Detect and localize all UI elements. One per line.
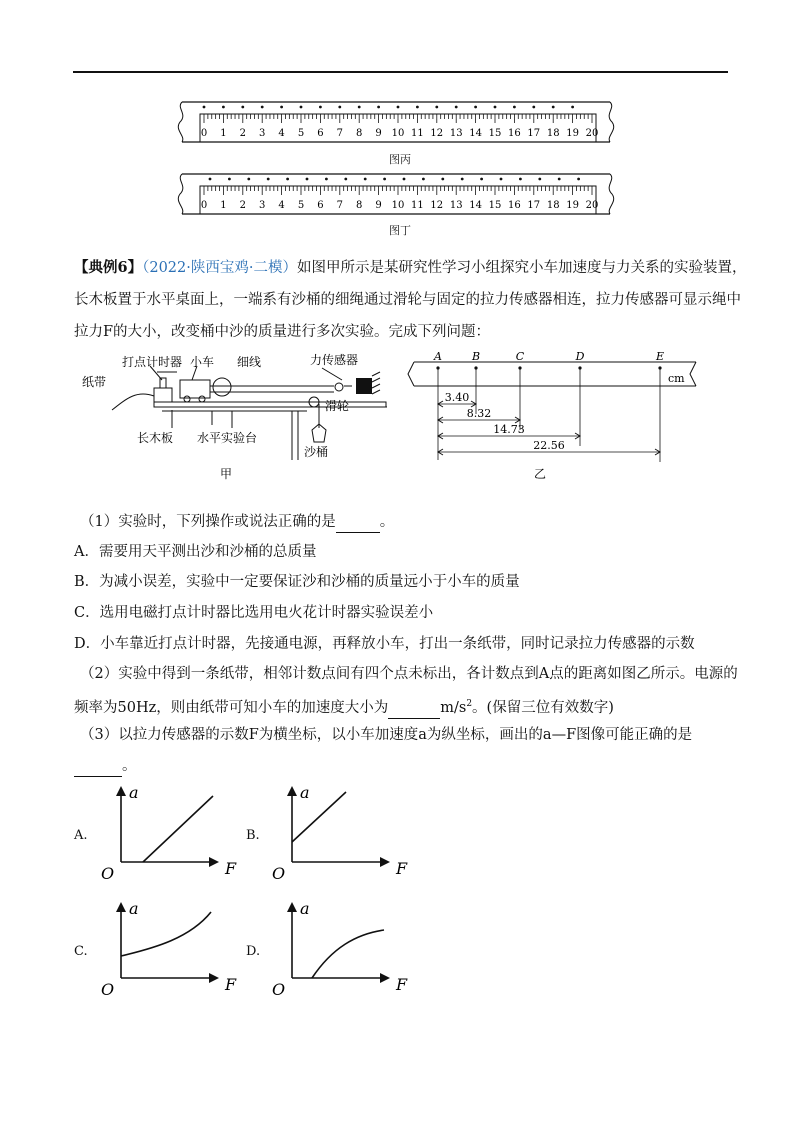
- ruler-top-number: 19: [566, 128, 579, 139]
- ruler-bottom-number: 6: [317, 200, 324, 211]
- ruler-top-dot: [241, 106, 244, 109]
- ruler-bottom-dot: [558, 178, 561, 181]
- ruler-top-dot: [416, 106, 419, 109]
- graph-d-curve: [312, 930, 384, 978]
- ruler-top-dot: [455, 106, 458, 109]
- ruler-bottom-dot: [480, 178, 483, 181]
- q1-stem-line: [80, 512, 394, 533]
- ruler-top: [170, 92, 630, 152]
- ruler-bottom-number: 17: [527, 200, 541, 211]
- ruler-bottom-dot: [209, 178, 212, 181]
- ruler-top-number: 5: [297, 128, 305, 139]
- ruler-top-number: 11: [411, 128, 424, 139]
- ruler-bottom-number: 9: [375, 200, 382, 211]
- axis-x-label: F: [225, 975, 237, 994]
- ruler-top-dot: [435, 106, 438, 109]
- ruler-top-number: 2: [239, 128, 246, 139]
- ruler-top-number: 12: [430, 128, 444, 139]
- q2-unit: m/s: [440, 699, 467, 716]
- tape-point-label: C: [515, 352, 525, 363]
- label-pulley: 滑轮: [325, 399, 350, 413]
- ruler-bottom-number: 14: [469, 200, 482, 211]
- ruler-top-caption: 图丙: [389, 153, 411, 166]
- q1-end: 。: [379, 514, 395, 530]
- graph-a-line: [143, 796, 213, 862]
- ruler-bottom-caption: 图丁: [389, 224, 411, 237]
- label-tape: 纸带: [82, 375, 107, 389]
- axis-y-label: a: [129, 899, 139, 918]
- ruler-bottom-dot: [306, 178, 309, 181]
- q3-answer-blank[interactable]: [74, 756, 122, 777]
- ruler-top-number: 16: [508, 128, 521, 139]
- ruler-top-number: 1: [220, 128, 227, 139]
- ruler-bottom-number: 0: [200, 200, 208, 211]
- ruler-top-number: 0: [200, 128, 208, 139]
- ruler-bottom: [170, 164, 630, 224]
- graph-b[interactable]: [266, 782, 416, 882]
- ruler-bottom-number: 20: [585, 200, 599, 211]
- tape-point-label: B: [471, 352, 481, 363]
- ruler-bottom-dot: [247, 178, 250, 181]
- apparatus-figure: [82, 350, 392, 490]
- q1-answer-blank[interactable]: [336, 512, 380, 533]
- tape-figure: [404, 352, 704, 486]
- ruler-top-number: 7: [336, 128, 343, 139]
- ruler-top-number: 8: [356, 128, 363, 139]
- q3-end: 。: [122, 758, 137, 774]
- ruler-top-dot: [552, 106, 555, 109]
- ruler-bottom-dot: [500, 178, 503, 181]
- ruler-top-dot: [358, 106, 361, 109]
- ruler-top-number: 9: [375, 128, 382, 139]
- axis-y-label: a: [129, 783, 139, 802]
- axis-x-label: F: [396, 975, 408, 994]
- q2-line2: [74, 694, 614, 719]
- ruler-top-number: 18: [546, 128, 560, 139]
- ruler-top-number: 6: [317, 128, 324, 139]
- label-board: 长木板: [137, 431, 174, 445]
- ruler-bottom-dot: [325, 178, 328, 181]
- q1-stem: （1）实验时，下列操作或说法正确的是: [80, 514, 336, 530]
- ruler-bottom-dot: [403, 178, 406, 181]
- q1-option-a: A．需要用天平测出沙和沙桶的总质量: [74, 544, 317, 560]
- origin-label: O: [272, 980, 286, 998]
- ruler-bottom-dot: [364, 178, 367, 181]
- ruler-top-dot: [280, 106, 283, 109]
- example-tag: 【典例6】: [74, 259, 143, 276]
- example-line1: [74, 258, 746, 278]
- ruler-bottom-number: 2: [239, 200, 246, 211]
- origin-label: O: [101, 864, 115, 882]
- ruler-bottom-number: 8: [356, 200, 363, 211]
- ruler-bottom-dot: [441, 178, 444, 181]
- ruler-top-dot: [494, 106, 497, 109]
- q2-text: 频率为50Hz，则由纸带可知小车的加速度大小为: [74, 699, 389, 716]
- tape-distance-label: 3.40: [444, 391, 470, 404]
- ruler-bottom-number: 10: [391, 200, 405, 211]
- ruler-bottom-number: 12: [430, 200, 444, 211]
- graph-d[interactable]: [266, 898, 416, 998]
- ruler-top-number: 10: [391, 128, 405, 139]
- ruler-top-dot: [261, 106, 264, 109]
- tape-distance-label: 22.56: [533, 439, 565, 452]
- ruler-bottom-number: 11: [411, 200, 424, 211]
- ruler-top-dot: [300, 106, 303, 109]
- ruler-bottom-number: 16: [508, 200, 521, 211]
- example-text1: 如图甲所示是某研究性学习小组探究小车加速度与力关系的实验装置，: [296, 260, 747, 276]
- ruler-top-dot: [532, 106, 535, 109]
- ruler-top-number: 4: [278, 128, 285, 139]
- q3-line2: [74, 756, 137, 777]
- label-car: 小车: [190, 355, 215, 369]
- ruler-bottom-number: 18: [546, 200, 560, 211]
- tape-caption: 乙: [534, 467, 547, 481]
- ruler-bottom-dot: [577, 178, 580, 181]
- ruler-top-dot: [319, 106, 322, 109]
- ruler-bottom-dot: [422, 178, 425, 181]
- tape-distance-label: 14.73: [493, 423, 525, 436]
- ruler-top-number: 3: [259, 128, 266, 139]
- q2-answer-blank[interactable]: [388, 698, 440, 719]
- label-table: 水平实验台: [197, 431, 258, 445]
- ruler-top-number: 14: [469, 128, 482, 139]
- ruler-bottom-dot: [228, 178, 231, 181]
- ruler-bottom-number: 7: [336, 200, 343, 211]
- q2-line1: （2）实验中得到一条纸带，相邻计数点间有四个点未标出，各计数点到A点的距离如图乙所示。电源的: [80, 666, 738, 682]
- origin-label: O: [101, 980, 115, 998]
- ruler-bottom-number: 1: [220, 200, 227, 211]
- ruler-bottom-dot: [461, 178, 464, 181]
- tape-distance-label: 8.32: [466, 407, 492, 420]
- ruler-bottom-number: 4: [278, 200, 285, 211]
- ruler-bottom-dot: [538, 178, 541, 181]
- axis-x-label: F: [225, 859, 237, 878]
- graph-label-a: A.: [74, 828, 88, 843]
- q1-option-d: D．小车靠近打点计时器，先接通电源，再释放小车，打出一条纸带，同时记录拉力传感器的示数: [74, 636, 695, 652]
- ruler-bottom-dot: [286, 178, 289, 181]
- ruler-bottom-number: 5: [297, 200, 305, 211]
- ruler-bottom-dot: [519, 178, 522, 181]
- ruler-bottom-number: 19: [566, 200, 579, 211]
- tape-point-label: A: [434, 352, 442, 363]
- ruler-top-number: 15: [488, 128, 502, 139]
- graph-label-c: C.: [74, 944, 88, 959]
- label-bucket: 沙桶: [304, 445, 329, 459]
- example-line2: 长木板置于水平桌面上，一端系有沙桶的细绳通过滑轮与固定的拉力传感器相连，拉力传感器可显示绳中: [74, 292, 741, 308]
- tape-unit: cm: [668, 372, 685, 385]
- axis-x-label: F: [396, 859, 408, 878]
- ruler-top-dot: [571, 106, 574, 109]
- tape-point-label: E: [655, 352, 665, 363]
- graph-label-b: B.: [246, 828, 260, 843]
- ruler-bottom-number: 3: [259, 200, 266, 211]
- apparatus-caption: 甲: [220, 467, 233, 481]
- header-rule: [73, 71, 728, 73]
- ruler-top-dot: [513, 106, 516, 109]
- graph-c-curve: [121, 912, 211, 956]
- ruler-top-number: 20: [585, 128, 599, 139]
- ruler-bottom-dot: [267, 178, 270, 181]
- example-source: （2022·陕西宝鸡·二模）: [142, 260, 297, 276]
- ruler-top-number: 13: [449, 128, 463, 139]
- example-line3: 拉力F的大小，改变桶中沙的质量进行多次实验。完成下列问题：: [74, 324, 491, 340]
- ruler-bottom-dot: [383, 178, 386, 181]
- ruler-top-number: 17: [527, 128, 541, 139]
- origin-label: O: [272, 864, 286, 882]
- q1-option-c: C．选用电磁打点计时器比选用电火花计时器实验误差小: [74, 605, 434, 621]
- q2-unit-sup: 2: [466, 699, 473, 709]
- graph-label-d: D.: [246, 944, 261, 959]
- q3-line1: （3）以拉力传感器的示数F为横坐标，以小车加速度a为纵坐标，画出的a—F图像可能正确的是: [80, 727, 693, 743]
- ruler-top-dot: [203, 106, 206, 109]
- axis-y-label: a: [300, 783, 310, 802]
- ruler-bottom-number: 15: [488, 200, 502, 211]
- ruler-bottom-number: 13: [449, 200, 463, 211]
- label-timer: 打点计时器: [122, 355, 183, 369]
- ruler-top-dot: [377, 106, 380, 109]
- graph-a[interactable]: [95, 782, 245, 882]
- tape-point-label: D: [575, 352, 585, 363]
- ruler-top-dot: [397, 106, 400, 109]
- ruler-top-dot: [474, 106, 477, 109]
- q2-note: 。(保留三位有效数字): [472, 699, 614, 716]
- ruler-bottom-dot: [344, 178, 347, 181]
- q1-option-b: B．为减小误差，实验中一定要保证沙和沙桶的质量远小于小车的质量: [74, 574, 520, 590]
- axis-y-label: a: [300, 899, 310, 918]
- graph-c[interactable]: [95, 898, 245, 998]
- ruler-top-dot: [338, 106, 341, 109]
- label-sensor: 力传感器: [310, 353, 359, 367]
- ruler-top-dot: [222, 106, 225, 109]
- label-rope: 细线: [237, 355, 262, 369]
